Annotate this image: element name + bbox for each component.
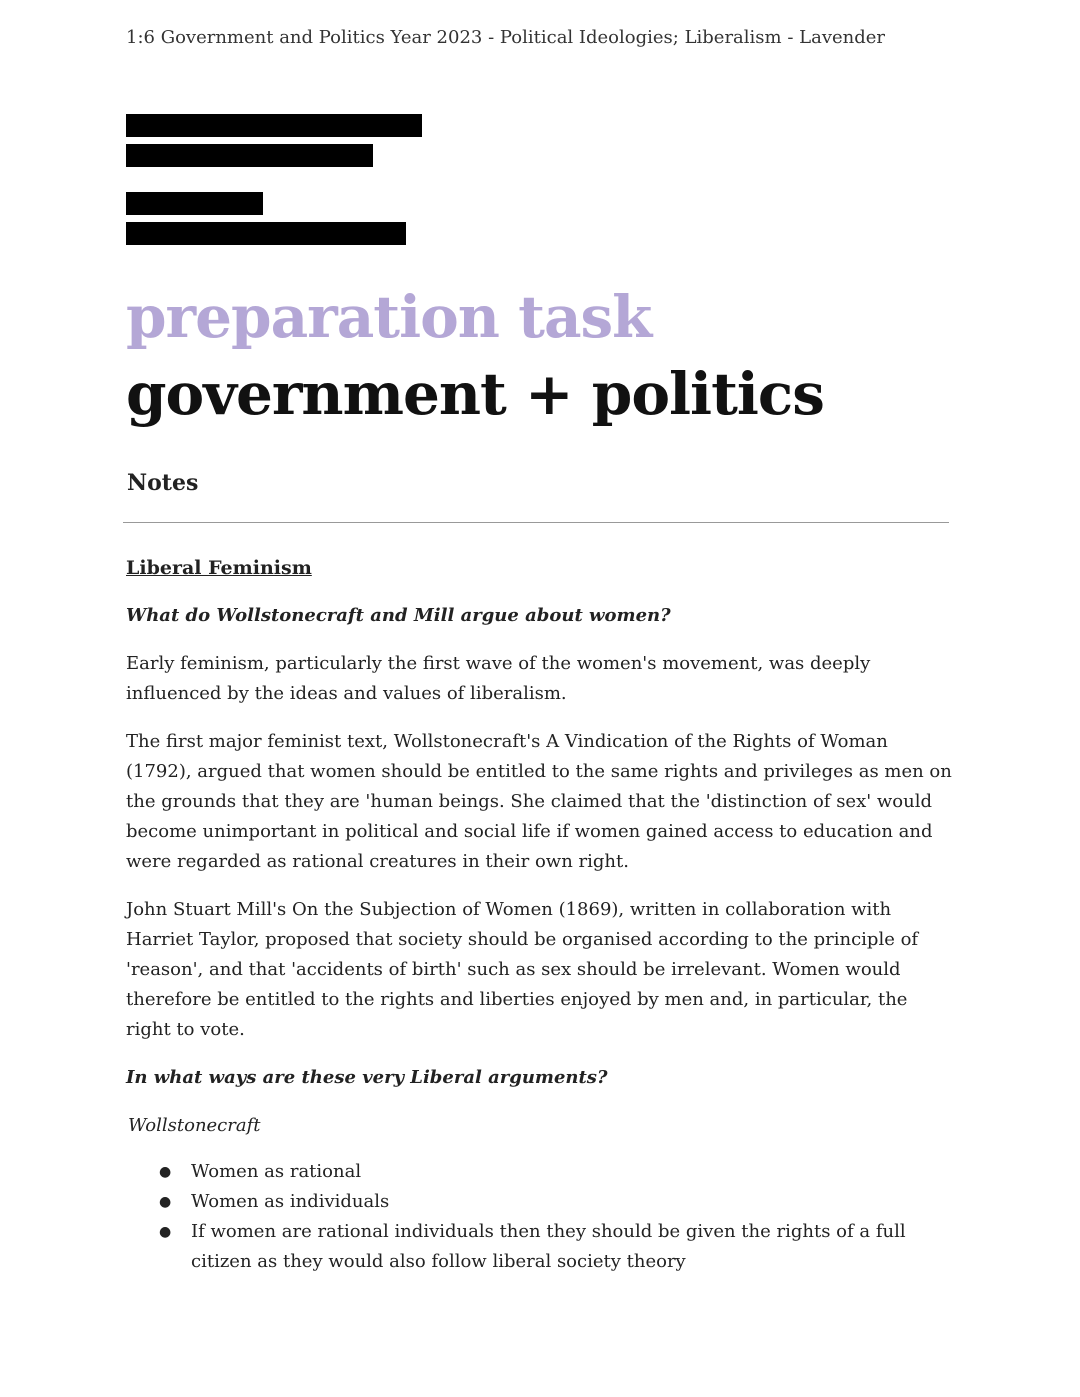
title-preparation-task: preparation task	[126, 283, 652, 351]
list-item-text: If women are rational individuals then they should be given the rights of a full citizen as they would also follow liberal society theory	[191, 1221, 906, 1272]
redaction-bar	[126, 114, 422, 137]
section-heading: Liberal Feminism	[126, 557, 312, 579]
list-item	[159, 1217, 956, 1277]
paragraph: The first major feminist text, Wollstonecraft's A Vindication of the Rights of Woman (1792), argued that women should be entitled to the same rights and privileges as men on the grounds that they are 'human beings. She claimed that the 'distinction of sex' would become unimportant in political and social life if women gained access to education and were regarded as rational creatures in their own right.	[126, 731, 952, 872]
bullet-icon: ●	[159, 1224, 172, 1240]
bullet-list	[126, 1157, 956, 1277]
paragraph: Early feminism, particularly the first wave of the women's movement, was deeply influenced by the ideas and values of liberalism.	[126, 653, 871, 704]
horizontal-divider	[123, 522, 949, 523]
redaction-bar	[126, 144, 373, 167]
paragraph: John Stuart Mill's On the Subjection of Women (1869), written in collaboration with Harriet Taylor, proposed that society should be organised according to the principle of 'reason', and that 'accidents of birth' such as sex should be irrelevant. Women would therefore be entitled to the rights and liberties enjoyed by men and, in particular, the right to vote.	[126, 899, 919, 1040]
bullet-icon: ●	[159, 1164, 172, 1180]
subheading-wollstonecraft: Wollstonecraft	[128, 1115, 261, 1136]
redaction-bar	[126, 222, 406, 245]
title-subject: government + politics	[126, 360, 824, 428]
list-item-text: Women as rational	[191, 1161, 362, 1182]
bullet-icon: ●	[159, 1194, 172, 1210]
document-header: 1:6 Government and Politics Year 2023 - Political Ideologies; Liberalism - Lavender	[126, 27, 886, 48]
list-item	[159, 1187, 956, 1217]
notes-content	[126, 553, 956, 1277]
redaction-bar	[126, 192, 263, 215]
list-item-text: Women as individuals	[191, 1191, 390, 1212]
question-heading: In what ways are these very Liberal arguments?	[126, 1067, 608, 1088]
list-item	[159, 1157, 956, 1187]
notes-label: Notes	[127, 470, 199, 496]
question-heading: What do Wollstonecraft and Mill argue about women?	[126, 605, 671, 626]
